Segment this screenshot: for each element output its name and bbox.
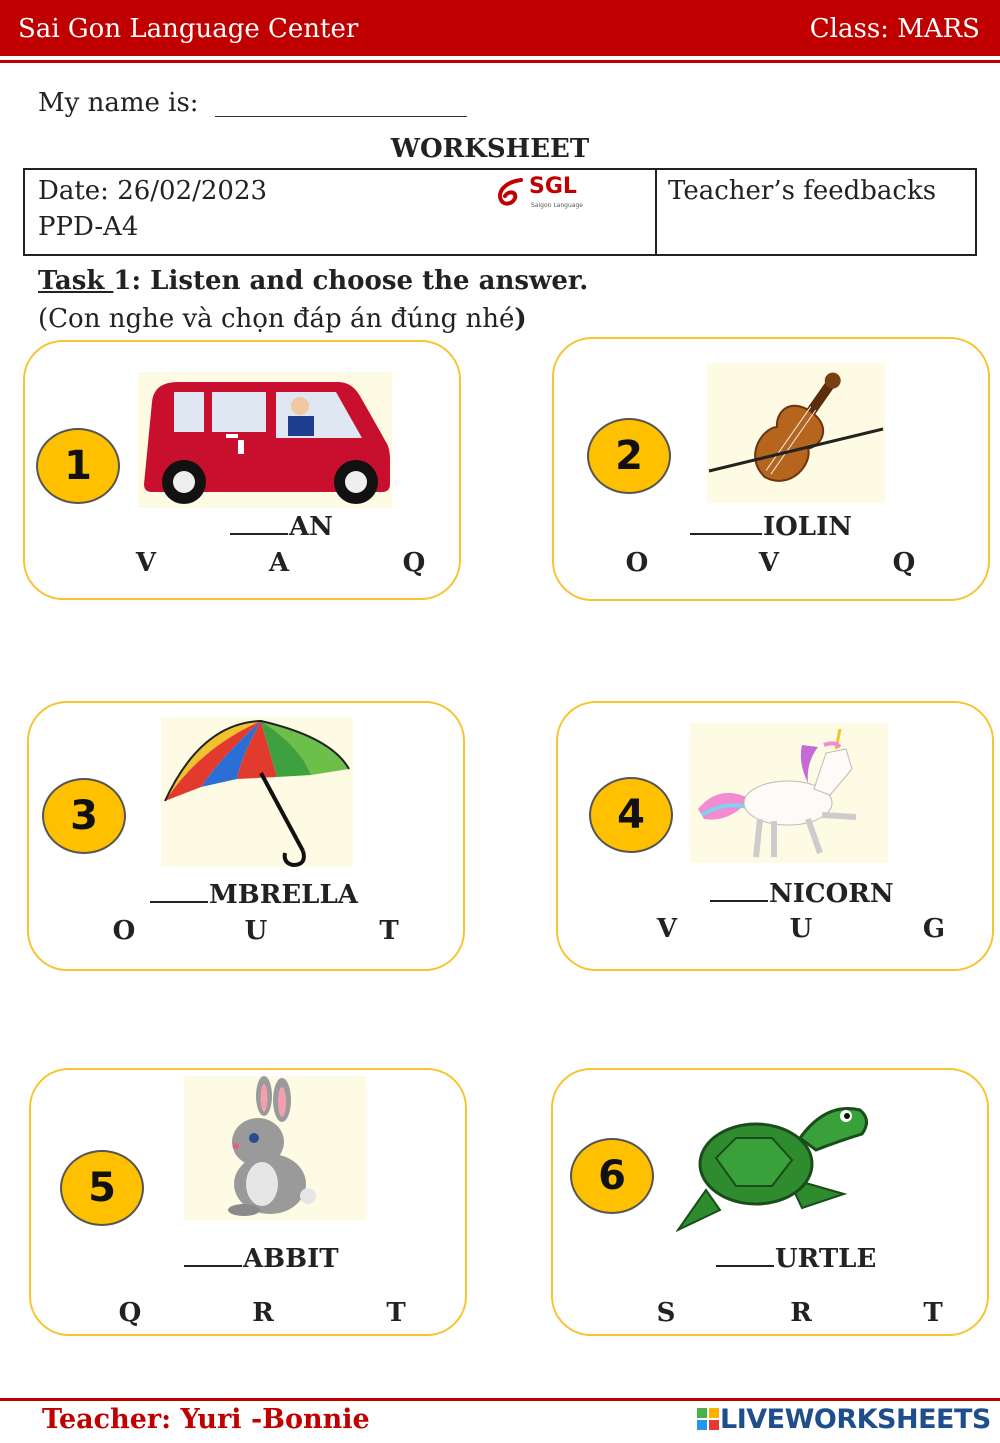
question-number-5: 5: [60, 1150, 144, 1226]
center-name: Sai Gon Language Center: [18, 14, 359, 44]
option-1-b[interactable]: A: [268, 548, 290, 578]
word-4: [710, 879, 894, 909]
option-6-c[interactable]: T: [923, 1298, 943, 1328]
question-number-1: 1: [36, 428, 120, 504]
header-divider: [0, 60, 1000, 63]
sgl-swoosh-icon: [493, 176, 533, 212]
task-subtitle-text: (Con nghe và chọn đáp án đúng nhé: [38, 304, 515, 334]
class-label: Class: MARS: [809, 14, 980, 44]
info-divider: [655, 170, 657, 254]
word-3-text: MBRELLA: [209, 880, 358, 910]
liveworksheets-text: LIVEWORKSHEETS: [720, 1404, 991, 1435]
sgl-logo-subtext: Saigon Language: [531, 202, 583, 209]
option-2-b[interactable]: V: [758, 548, 780, 578]
unicorn-picture: [690, 723, 888, 863]
option-6-b[interactable]: R: [790, 1298, 812, 1328]
word-1-text: AN: [289, 512, 333, 542]
option-5-b[interactable]: R: [252, 1298, 274, 1328]
turtle-picture: [676, 1098, 876, 1234]
teacher-feedback-label: Teacher’s feedbacks: [668, 176, 937, 206]
question-number-2: 2: [587, 418, 671, 494]
question-number-4: 4: [589, 777, 673, 853]
word-2: [690, 512, 852, 542]
word-6-text: URTLE: [775, 1244, 877, 1274]
liveworksheets-icon: [696, 1407, 720, 1431]
question-number-6: 6: [570, 1138, 654, 1214]
option-3-b[interactable]: U: [244, 916, 268, 946]
option-2-a[interactable]: O: [625, 548, 649, 578]
worksheet-title: WORKSHEET: [390, 134, 590, 164]
name-label: My name is:: [38, 88, 199, 118]
word-5: [184, 1244, 339, 1274]
word-5-text: ABBIT: [243, 1244, 339, 1274]
sgl-logo: [493, 174, 603, 214]
task-subtitle: [38, 304, 527, 334]
name-input-line[interactable]: [215, 116, 467, 117]
violin-icon: [707, 363, 885, 503]
option-4-b[interactable]: U: [789, 914, 813, 944]
teacher-name: Teacher: Yuri -Bonnie: [42, 1404, 370, 1435]
code-text: PPD-A4: [38, 212, 139, 242]
date-text: Date: 26/02/2023: [38, 176, 268, 206]
word-4-text: NICORN: [769, 879, 894, 909]
word-6: [716, 1244, 876, 1274]
option-6-a[interactable]: S: [656, 1298, 676, 1328]
rabbit-icon: [184, 1076, 366, 1220]
task-subtitle-close: ): [514, 304, 527, 334]
violin-picture: [707, 363, 885, 503]
option-4-a[interactable]: V: [656, 914, 678, 944]
option-5-a[interactable]: Q: [118, 1298, 142, 1328]
word-3: [150, 880, 358, 910]
header-bar: [0, 0, 1000, 56]
info-box: [23, 168, 977, 256]
option-1-a[interactable]: V: [135, 548, 157, 578]
task-underlined: Task: [38, 266, 114, 296]
option-3-c[interactable]: T: [379, 916, 399, 946]
unicorn-icon: [690, 723, 888, 863]
sgl-logo-text: SGL: [529, 174, 577, 199]
umbrella-icon: [161, 717, 353, 867]
van-icon: [138, 372, 392, 508]
option-1-c[interactable]: Q: [402, 548, 426, 578]
task-title: [38, 266, 588, 296]
umbrella-picture: [161, 717, 353, 867]
option-4-c[interactable]: G: [922, 914, 946, 944]
task-title-text: 1: Listen and choose the answer.: [113, 266, 589, 296]
footer-divider: [0, 1398, 1000, 1401]
option-5-c[interactable]: T: [386, 1298, 406, 1328]
word-2-text: IOLIN: [763, 512, 853, 542]
rabbit-picture: [184, 1076, 366, 1220]
word-1: [230, 512, 333, 542]
liveworksheets-logo: [696, 1404, 991, 1435]
turtle-icon: [676, 1098, 876, 1234]
option-3-a[interactable]: O: [112, 916, 136, 946]
van-picture: [138, 372, 392, 508]
option-2-c[interactable]: Q: [892, 548, 916, 578]
question-number-3: 3: [42, 778, 126, 854]
